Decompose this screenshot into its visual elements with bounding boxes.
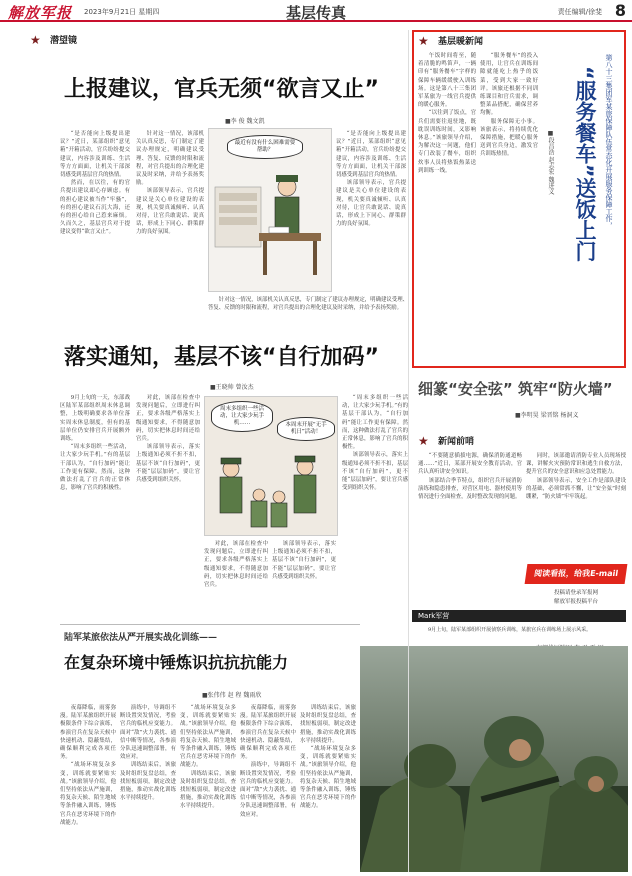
cartoon-illustration — [204, 396, 338, 536]
article-body — [60, 394, 130, 594]
paragraph: 针对这一情况，该部机关认真反思，专门制定了建议办理规定，明确建议受理、答复、反馈的时限和流程，对官兵提出的合理化建议及时采纳，并给予表扬奖励。 — [136, 131, 204, 187]
paragraph: “是否能向上级提出建议？”近日，某部组织“意见箱”开箱活动，官兵纷纷提交建议，内容涉及训练、生活等方方面面，让机关干部深切感受到基层官兵的热情。 — [60, 131, 130, 179]
article-body — [60, 704, 116, 872]
newspaper-logo: 解放军报 — [8, 4, 73, 22]
masthead — [0, 0, 632, 22]
paragraph: 该部领导表示，官兵提建议是关心单位建设的表现，机关要真诚倾听、认真对待，让官兵敢说话、说真话，形成上下同心、群策群力的良好氛围。 — [136, 188, 204, 236]
paragraph: 夜幕降临，雨雾弥漫。陆军某旅组织开展极限条件下综合演练，参演官兵在复杂天候中快速机动、隐蔽集结，确保顺利完成各项任务。 — [240, 705, 296, 761]
soldiers-scene-icon — [205, 397, 338, 536]
cartoon-illustration — [208, 128, 332, 292]
article-body — [336, 130, 406, 298]
speech-bubble: 周末多组织一些活动，让大家少玩手机…… — [211, 401, 273, 432]
divider — [60, 624, 360, 625]
promo-line: 投稿请登录军报网 — [553, 590, 598, 596]
article-body — [418, 52, 476, 364]
paragraph: 训练结束后，该旅及时组织复盘总结，查找短板弱项，制定改进措施，推动实战化训练水平持续提升。 — [300, 705, 356, 744]
divider — [408, 30, 409, 872]
mark-caption — [418, 626, 622, 644]
article-title: 落实通知，基层不该“自行加码” — [64, 345, 379, 370]
paragraph: 服务保障无小事。该旅表示，将持续优化保障措施，把暖心服务送到官兵身边，激发官兵训练热情。 — [480, 118, 538, 158]
paragraph: 该部结合季节特点，组织官兵开展消防演练和隐患排查，对营区用电、器材使用等情况进行全面检查，及时整改发现的问题。 — [418, 477, 522, 501]
promo-banner[interactable]: 阅读看报，给我E-mail — [525, 564, 628, 584]
paragraph: 演练中，导调组不断设置突发情况，考验官兵的临机应变能力。面对“敌”火力袭扰、通信中断等情况，各参演分队迅速调整部署，有效应对。 — [240, 762, 296, 818]
paragraph: 9月上旬，陆军某部组织开展侦察兵训练，某旅官兵在训练场上展示风采。 — [428, 627, 592, 633]
column-label-text: 基层暖新闻 — [438, 37, 484, 47]
star-icon: ★ — [30, 32, 41, 47]
speech-bubble: 最近有没有什么困难需要帮助？ — [227, 135, 303, 159]
feature-vertical-subtitle: 第八十三集团军某旅保障队伍常态化开展服务保障工作， — [605, 54, 613, 229]
paragraph: “以往到了饭点，官兵们需要往返驻地，既耽误训练时间，又影响休息。”该旅领导介绍，为解决这一问题，他们专门改装了餐车，组织炊事人员将热饭热菜送到训练一线。 — [418, 110, 476, 174]
article-body — [208, 296, 408, 336]
article-byline: ■王晓帅 曾汝杰 — [210, 384, 254, 391]
paragraph: “战场环境复杂多变，训练就要紧贴实战。”该旅领导介绍，他们坚持依法从严施训，将复杂天候、陌生地域等条件融入训练，锤炼官兵在恶劣环境下的作战能力。 — [300, 746, 356, 810]
paragraph: 夜幕降临，雨雾弥漫。陆军某旅组织开展极限条件下综合演练，参演官兵在复杂天候中快速机动、隐蔽集结，确保顺利完成各项任务。 — [60, 705, 116, 761]
paragraph: 对此，该部在检查中发现问题后，立即进行纠正，要求各级严格落实上级通知要求，不得随意加码，切实把休息时间还给官兵。 — [204, 541, 268, 589]
article-body — [342, 394, 408, 594]
star-icon: ★ — [418, 33, 429, 48]
paragraph: “服务餐车”的投入使用，让官兵在训练间隙就能吃上热乎的饭菜，受到大家一致好评。该旅还根据不同训练课目和官兵需求，调整菜品搭配，确保营养均衡。 — [480, 53, 538, 117]
paragraph: “战场环境复杂多变，训练就要紧贴实战。”该旅领导介绍，他们坚持依法从严施训，将复杂天候、陌生地域等条件融入训练，锤炼官兵在恶劣环境下的作战能力。 — [60, 762, 116, 826]
article-title: 在复杂环境中锤炼识抗抗抗能力 — [64, 653, 289, 672]
page-number: 8 — [614, 1, 626, 20]
paragraph: “周末多组织一些活动，让大家少玩手机。”有的基层干部认为，“自行加码”能让工作更有保障。然而，这种做法打乱了官兵的正常休息，影响了官兵的积极性。 — [342, 395, 408, 451]
article-title: 上报建议，官兵无须“欲言又止” — [64, 77, 379, 102]
star-icon: ★ — [418, 433, 429, 448]
article-title: 细篆“安全弦” 筑牢“防火墙” — [418, 380, 613, 398]
issue-date: 2023年9月21日 星期四 — [84, 8, 160, 16]
article-byline: ■李 俊 魏文凯 — [225, 118, 265, 125]
article-body — [120, 704, 176, 872]
speech-bubble: 本周末开展“无手机日”活动！ — [277, 417, 335, 441]
paragraph: 该部领导表示，落实上级通知必须不折不扣，基层不该“自行加码”，更不能“层层加码”，要让官兵感受到组织关怀。 — [136, 444, 200, 484]
promo-line: 解放军报投稿平台 — [553, 599, 598, 605]
article-body — [240, 704, 296, 872]
paragraph: 9月上旬的一天，东部战区陆军某部组织周末休息调整，上级明确要求各单位落实周末休息制度，但有的基层单位仍安排官兵开展额外训练。 — [60, 395, 130, 443]
mark-label: Mark军营 — [412, 610, 626, 622]
paragraph: 训练结束后，该旅及时组织复盘总结，查找短板弱项，制定改进措施，推动实战化训练水平持续提升。 — [120, 762, 176, 802]
paragraph: 该部领导表示，官兵提建议是关心单位建设的表现，机关要真诚倾听、认真对待，让官兵敢说话、说真话，形成上下同心、群策群力的良好氛围。 — [336, 180, 406, 228]
article-body — [300, 704, 356, 872]
paragraph: 该部领导表示，落实上级通知必须不折不扣，基层不该“自行加码”，更不能“层层加码”，要让官兵感受到组织关怀。 — [342, 452, 408, 492]
paragraph: 然而，在以往，有的官兵提出建议却心存顾虑。有的担心建议被当作“牢骚”，有的担心建议石沉大海，还有的担心给自己惹来麻烦。久而久之，基层官兵对于提建议变得“欲言又止”。 — [60, 180, 130, 236]
paragraph: “周末多组织一些活动，让大家少玩手机。”有的基层干部认为，“自行加码”能让工作更有保障。然而，这种做法打乱了官兵的正常休息，影响了官兵的积极性。 — [60, 444, 130, 492]
paragraph: 针对这一情况，该部机关认真反思，专门制定了建议办理规定，明确建议受理、答复、反馈的时限和流程，对官兵提出的合理化建议及时采纳，并给予表扬奖励。 — [208, 297, 408, 312]
article-body — [180, 704, 236, 872]
paragraph: 该部领导表示，安全工作是部队建设的基础，必须常抓不懈，让“安全弦”时刻绷紧，“防火墙”牢牢筑起。 — [526, 477, 626, 501]
article-body — [418, 452, 522, 602]
column-label-right — [418, 34, 483, 47]
article-body — [136, 394, 200, 594]
paragraph: 对此，该部在检查中发现问题后，立即进行纠正，要求各级严格落实上级通知要求，不得随意加码，切实把休息时间还给官兵。 — [136, 395, 200, 443]
article-byline: ■李明昊 梁晋铭 杨洞义 — [515, 412, 579, 419]
paragraph: 演练中，导调组不断设置突发情况，考验官兵的临机应变能力。面对“敌”火力袭扰、通信中断等情况，各参演分队迅速调整部署，有效应对。 — [120, 705, 176, 761]
article-body — [526, 452, 626, 562]
paragraph: 训练结束后，该旅及时组织复盘总结，查找短板弱项，制定改进措施，推动实战化训练水平持续提升。 — [180, 770, 236, 810]
feature-vertical-title: “服务餐车”送饭上门 — [573, 66, 597, 262]
paragraph: 该部领导表示，落实上级通知必须不折不扣，基层不该“自行加码”，更不能“层层加码”，要让官兵感受到组织关怀。 — [272, 541, 336, 580]
feature-byline: ■段昌浩 赵志宏 魏进义 — [547, 130, 554, 195]
training-photo — [360, 646, 628, 872]
column-label-news — [418, 434, 474, 447]
section-title: 基层传真 — [285, 4, 346, 22]
article-body — [136, 130, 204, 298]
paragraph: “不要随意插拔电源，确保消防通道畅通……”近日，某部开展安全教育活动，官兵认真听讲安全知识。 — [418, 453, 522, 476]
paragraph: “战场环境复杂多变，训练就要紧贴实战。”该旅领导介绍，他们坚持依法从严施训，将复杂天候、陌生地域等条件融入训练，锤炼官兵在恶劣环境下的作战能力。 — [180, 705, 236, 769]
column-label-left — [30, 33, 77, 46]
paragraph: 午饭时间将至，随着清脆的鸣笛声，一辆印有“服务餐车”字样的保障车辆缓缓驶入训练场。这是第八十三集团军某旅为一线官兵提供的暖心服务。 — [418, 53, 476, 109]
paragraph: “是否能向上级提出建议？”近日，某部组织“意见箱”开箱活动，官兵纷纷提交建议，内容涉及训练、生活等方方面面，让机关干部深切感受到基层官兵的热情。 — [336, 131, 406, 179]
paragraph: 同时，该部邀请消防专业人员现场授课，讲解火灾预防常识和逃生自救方法，提升官兵的安全意识和应急处置能力。 — [526, 453, 626, 476]
article-byline: ■张伟伟 赵 程 魏雨欣 — [202, 692, 262, 699]
article-body — [272, 540, 336, 592]
column-label-text: 潜望镜 — [50, 36, 78, 46]
soldiers-training-photo-icon — [360, 646, 628, 872]
article-body — [204, 540, 268, 592]
article-body — [60, 130, 130, 298]
office-scene-icon — [209, 129, 332, 292]
article-kicker: 陆军某旅依法从严开展实战化训练—— — [64, 633, 218, 643]
editor-credit: 责任编辑/徐斐 — [557, 8, 602, 16]
column-label-text: 新闻前哨 — [438, 437, 475, 447]
article-body — [480, 52, 538, 364]
